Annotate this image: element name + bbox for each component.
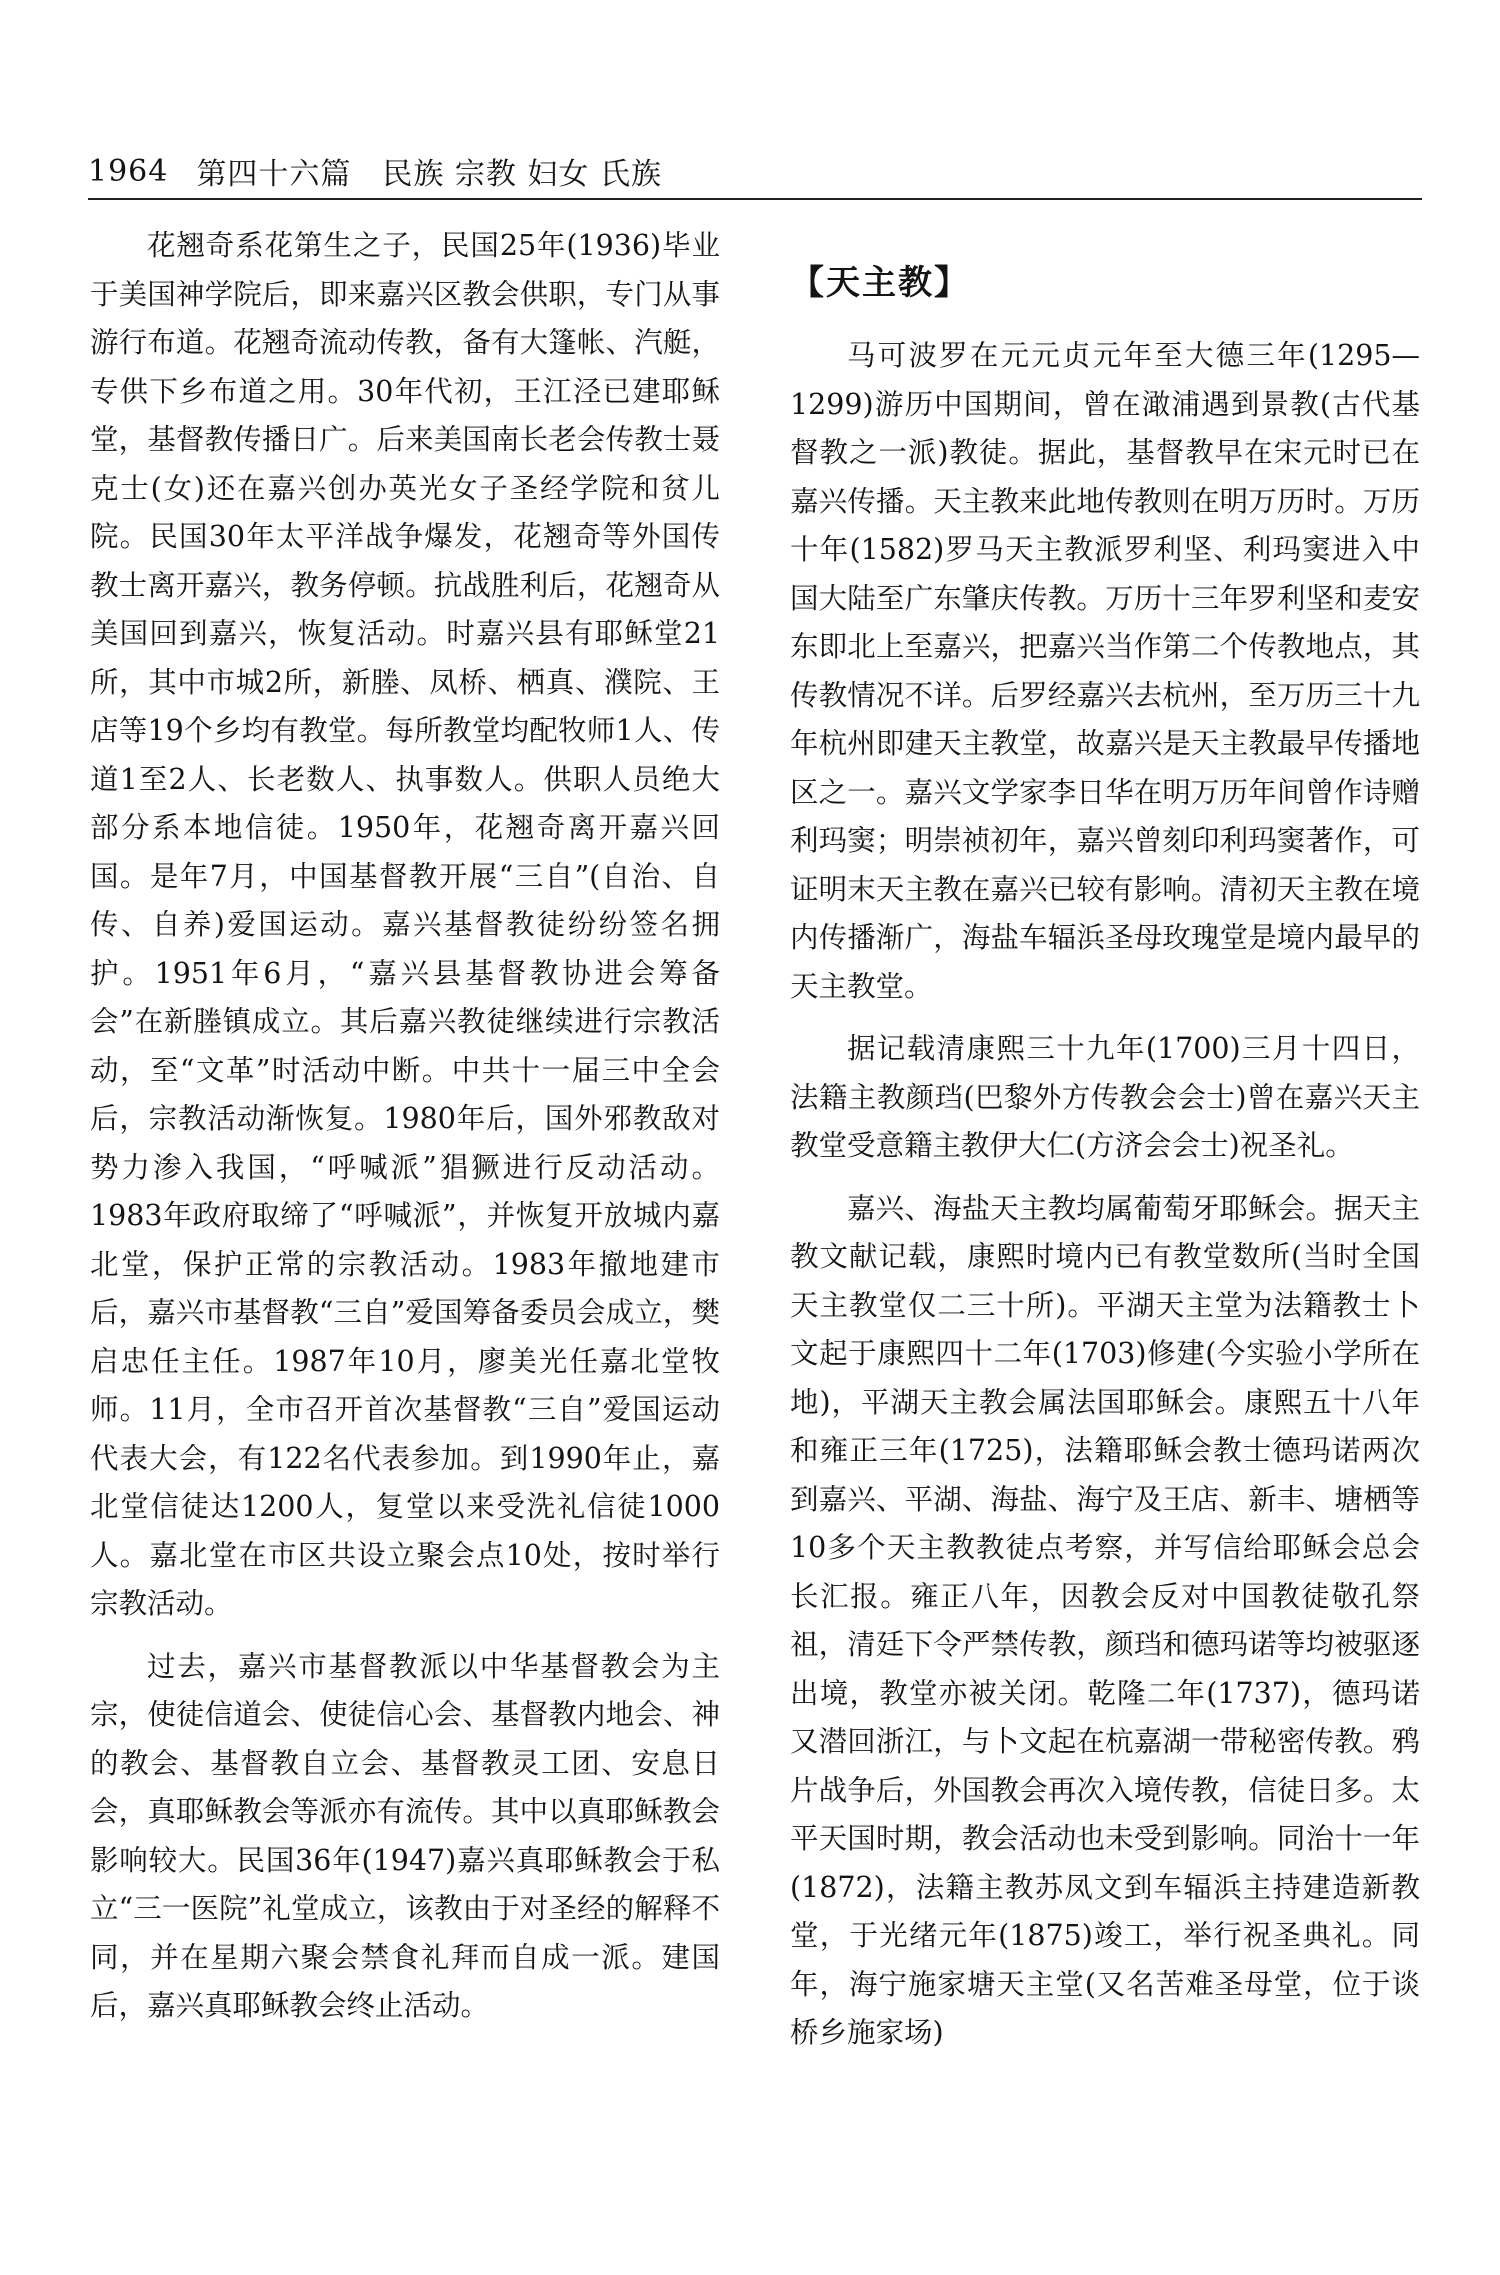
header-rule [88, 198, 1422, 200]
paragraph: 花翘奇系花第生之子，民国25年(1936)毕业于美国神学院后，即来嘉兴区教会供职，专门从事游行布道。花翘奇流动传教，备有大篷帐、汽艇，专供下乡布道之用。30年代初，王江泾已建耶稣堂，基督教传播日广。后来美国南长老会传教士聂克士(女)还在嘉兴创办英光女子圣经学院和贫儿院。民国30年太平洋战争爆发，花翘奇等外国传教士离开嘉兴，教务停顿。抗战胜利后，花翘奇从美国回到嘉兴，恢复活动。时嘉兴县有耶稣堂21所，其中市城2所，新塍、凤桥、栖真、濮院、王店等19个乡均有教堂。每所教堂均配牧师1人、传道1至2人、长老数人、执事数人。供职人员绝大部分系本地信徒。1950年，花翘奇离开嘉兴回国。是年7月，中国基督教开展“三自”(自治、自传、自养)爱国运动。嘉兴基督教徒纷纷签名拥护。1951年6月，“嘉兴县基督教协进会筹备会”在新塍镇成立。其后嘉兴教徒继续进行宗教活动，至“文革”时活动中断。中共十一届三中全会后，宗教活动渐恢复。1980年后，国外邪教敌对势力渗入我国，“呼喊派”猖獗进行反动活动。1983年政府取缔了“呼喊派”，并恢复开放城内嘉北堂，保护正常的宗教活动。1983年撤地建市后，嘉兴市基督教“三自”爱国筹备委员会成立，樊启忠任主任。1987年10月，廖美光任嘉北堂牧师。11月，全市召开首次基督教“三自”爱国运动代表大会，有122名代表参加。到1990年止，嘉北堂信徒达1200人，复堂以来受洗礼信徒1000人。嘉北堂在市区共设立聚会点10处，按时举行宗教活动。 [90, 229, 720, 1620]
running-title: 第四十六篇 民族 宗教 妇女 氏族 [196, 157, 662, 192]
right-column [790, 332, 1420, 2072]
page-number: 1964 [88, 153, 169, 189]
left-column [90, 222, 720, 2045]
paragraph: 据记载清康熙三十九年(1700)三月十四日，法籍主教颜珰(巴黎外方传教会会士)曾在嘉兴天主教堂受意籍主教伊大仁(方济会会士)祝圣礼。 [790, 1032, 1420, 1162]
paragraph: 过去，嘉兴市基督教派以中华基督教会为主宗，使徒信道会、使徒信心会、基督教内地会、神的教会、基督教自立会、基督教灵工团、安息日会，真耶稣教会等派亦有流传。其中以真耶稣教会影响较大。民国36年(1947)嘉兴真耶稣教会于私立“三一医院”礼堂成立，该教由于对圣经的解释不同，并在星期六聚会禁食礼拜而自成一派。建国后，嘉兴真耶稣教会终止活动。 [90, 1649, 720, 2022]
paragraph: 嘉兴、海盐天主教均属葡萄牙耶稣会。据天主教文献记载，康熙时境内已有教堂数所(当时全国天主教堂仅二三十所)。平湖天主堂为法籍教士卜文起于康熙四十二年(1703)修建(今实验小学所在地)，平湖天主教会属法国耶稣会。康熙五十八年和雍正三年(1725)，法籍耶稣会教士德玛诺两次到嘉兴、平湖、海盐、海宁及王店、新丰、塘栖等10多个天主教教徒点考察，并写信给耶稣会总会长汇报。雍正八年，因教会反对中国教徒敬孔祭祖，清廷下令严禁传教，颜珰和德玛诺等均被驱逐出境，教堂亦被关闭。乾隆二年(1737)，德玛诺又潜回浙江，与卜文起在杭嘉湖一带秘密传教。鸦片战争后，外国教会再次入境传教，信徒日多。太平天国时期，教会活动也未受到影响。同治十一年(1872)，法籍主教苏凤文到车辐浜主持建造新教堂，于光绪元年(1875)竣工，举行祝圣典礼。同年，海宁施家塘天主堂(又名苦难圣母堂，位于谈桥乡施家场) [790, 1191, 1420, 2049]
section-title: 【天主教】 [790, 263, 970, 303]
page-header [88, 146, 1422, 196]
paragraph: 马可波罗在元元贞元年至大德三年(1295—1299)游历中国期间，曾在澉浦遇到景教(古代基督教之一派)教徒。据此，基督教早在宋元时已在嘉兴传播。天主教来此地传教则在明万历时。万历十年(1582)罗马天主教派罗利坚、利玛窦进入中国大陆至广东肇庆传教。万历十三年罗利坚和麦安东即北上至嘉兴，把嘉兴当作第二个传教地点，其传教情况不详。后罗经嘉兴去杭州，至万历三十九年杭州即建天主教堂，故嘉兴是天主教最早传播地区之一。嘉兴文学家李日华在明万历年间曾作诗赠利玛窦；明崇祯初年，嘉兴曾刻印利玛窦著作，可证明末天主教在嘉兴已较有影响。清初天主教在境内传播渐广，海盐车辐浜圣母玫瑰堂是境内最早的天主教堂。 [790, 339, 1420, 1003]
